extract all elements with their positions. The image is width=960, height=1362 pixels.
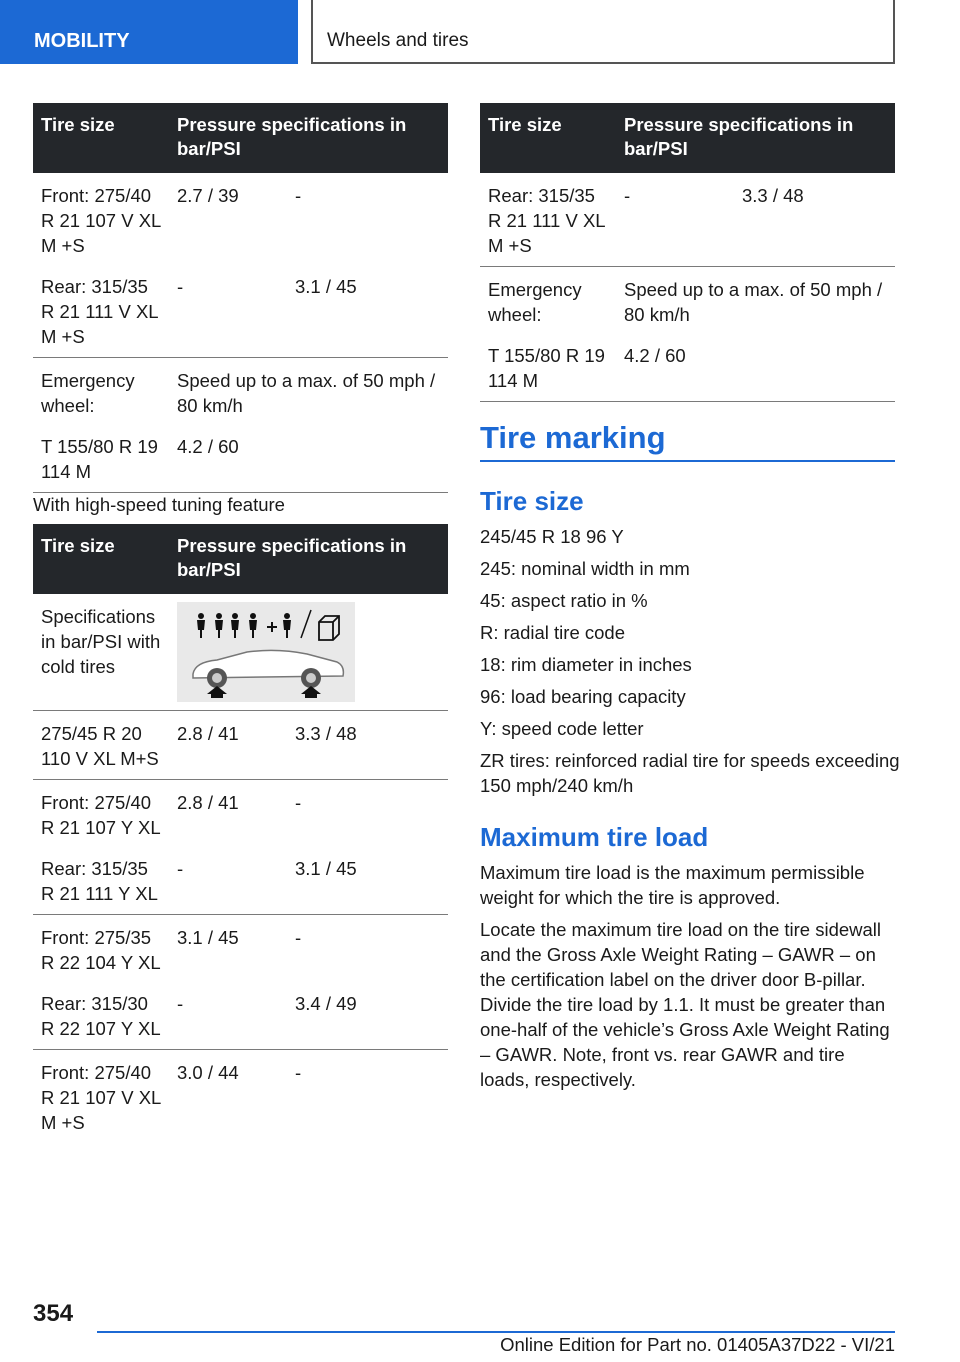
tire-size-heading: Tire size <box>480 486 584 516</box>
pressure-cell: 3.0 / 44 <box>177 1062 239 1083</box>
tire-size-cell: Front: 275/40 R 21 107 Y XL <box>41 792 161 838</box>
tire-pressure-table-high-speed <box>33 524 448 1141</box>
list-item: 18: rim diameter in inches <box>480 654 692 675</box>
tire-size-cell: T 155/80 R 19 114 M <box>33 424 169 493</box>
pressure-cell: - <box>295 1062 302 1083</box>
spec-label: Specifications in bar/PSI with cold tires <box>33 594 169 711</box>
tire-size-cell: Rear: 315/30 R 22 107 Y XL <box>33 981 169 1050</box>
table-caption: With high-speed tuning feature <box>33 494 285 515</box>
table-row <box>33 594 448 711</box>
pressure-cell: 4.2 / 60 <box>616 333 895 402</box>
tire-size-cell: Rear: 315/35 R 21 111 Y XL <box>33 846 169 915</box>
list-item: ZR tires: reinforced radial tire for speeds exceeding 150 mph/240 km/h <box>480 750 900 796</box>
list-item: 245/45 R 18 96 Y <box>480 526 624 547</box>
tire-size-cell: Rear: 315/35 R 21 111 V XL M +S <box>480 173 616 267</box>
pressure-cell: - <box>169 846 287 915</box>
emergency-wheel-label: Emergency wheel: <box>488 279 582 325</box>
table-row <box>33 780 448 847</box>
column-header-pressure: Pressure specifications in bar/PSI <box>616 103 895 173</box>
car-side <box>193 650 343 688</box>
tire-pressure-table-standard <box>33 103 448 493</box>
table-row <box>33 846 448 915</box>
paragraph: Locate the maximum tire load on the tire sidewall and the Gross Axle Weight Rating – GAWR – on the certification label on the driver door B-pillar. Divide the tire load by 1.1. It must be greater than one-half of the vehicle’s Gross Axle Weight Rating – GAWR. Note, front vs. rear GAWR and tire loads, respectively. <box>480 919 890 1090</box>
table-row <box>480 173 895 267</box>
page-number: 354 <box>33 1300 74 1327</box>
pressure-cell: 2.8 / 41 <box>177 792 239 813</box>
table-row <box>480 267 895 334</box>
max-tire-load-text <box>480 860 898 1099</box>
emergency-wheel-note: Speed up to a max. of 50 mph / 80 km/h <box>177 370 436 416</box>
list-item: 96: load bearing capacity <box>480 686 686 707</box>
tire-size-cell: Front: 275/40 R 21 107 V XL M +S <box>41 185 161 256</box>
max-tire-load-heading: Maximum tire load <box>480 822 709 852</box>
tire-size-cell: T 155/80 R 19 114 M <box>480 333 616 402</box>
table-row <box>33 264 448 358</box>
tire-pressure-table-continued <box>480 103 895 402</box>
column-header-tire-size: Tire size <box>33 524 169 594</box>
tire-size-cell: 275/45 R 20 110 V XL M+S <box>33 711 169 780</box>
table-row <box>480 333 895 402</box>
chapter-header <box>311 0 895 64</box>
list-item: 245: nominal width in mm <box>480 558 690 579</box>
pressure-cell: 2.8 / 41 <box>169 711 287 780</box>
pressure-cell: - <box>295 792 302 813</box>
pressure-cell: 3.3 / 48 <box>287 711 448 780</box>
section-title: MOBILITY <box>34 30 130 52</box>
pressure-cell: - <box>616 173 734 267</box>
list-item: R: radial tire code <box>480 622 625 643</box>
table-row <box>33 358 448 425</box>
car-side-icon <box>177 602 355 702</box>
pressure-cell: 2.7 / 39 <box>177 185 239 206</box>
pressure-cell: - <box>295 185 302 206</box>
table-row <box>33 711 448 780</box>
tire-pressure-arrow-icon <box>207 686 321 698</box>
list-item: 45: aspect ratio in % <box>480 590 648 611</box>
column-header-pressure: Pressure specifications in bar/PSI <box>169 524 448 594</box>
table-row <box>33 915 448 982</box>
pressure-cell: - <box>169 264 287 358</box>
column-header-tire-size: Tire size <box>33 103 169 173</box>
column-header-tire-size: Tire size <box>480 103 616 173</box>
table-row <box>33 1050 448 1142</box>
load-diagram <box>177 602 355 702</box>
pressure-cell: 3.4 / 49 <box>287 981 448 1050</box>
paragraph: Maximum tire load is the maximum permissible weight for which the tire is approved. <box>480 862 865 908</box>
list-item: Y: speed code letter <box>480 718 644 739</box>
tire-size-list <box>480 524 900 805</box>
tire-size-cell: Rear: 315/35 R 21 111 V XL M +S <box>33 264 169 358</box>
pressure-cell: - <box>169 981 287 1050</box>
pressure-cell: - <box>295 927 302 948</box>
table-row <box>33 981 448 1050</box>
person-icon <box>197 613 291 638</box>
column-header-pressure: Pressure specifications in bar/PSI <box>169 103 448 173</box>
table-header-row <box>33 524 448 594</box>
section-tab <box>0 0 298 64</box>
tire-marking-heading: Tire marking <box>480 420 895 462</box>
table-row <box>33 173 448 264</box>
load-diagram-cell <box>169 594 448 711</box>
chapter-title: Wheels and tires <box>327 30 469 51</box>
table-header-row <box>480 103 895 173</box>
luggage-icon <box>319 616 339 640</box>
pressure-cell: 3.1 / 45 <box>287 264 448 358</box>
pressure-cell: 3.1 / 45 <box>177 927 239 948</box>
table-row <box>33 424 448 493</box>
table-header-row <box>33 103 448 173</box>
pressure-cell: 3.1 / 45 <box>287 846 448 915</box>
tire-size-cell: Front: 275/40 R 21 107 V XL M +S <box>41 1062 161 1133</box>
pressure-cell: 4.2 / 60 <box>169 424 448 493</box>
tire-size-cell: Front: 275/35 R 22 104 Y XL <box>41 927 161 973</box>
edition-note: Online Edition for Part no. 01405A37D22 - VI/21 <box>500 1334 895 1355</box>
emergency-wheel-note: Speed up to a max. of 50 mph / 80 km/h <box>624 279 883 325</box>
pressure-cell: 3.3 / 48 <box>734 173 895 267</box>
footer-rule <box>97 1331 895 1333</box>
emergency-wheel-label: Emergency wheel: <box>41 370 135 416</box>
